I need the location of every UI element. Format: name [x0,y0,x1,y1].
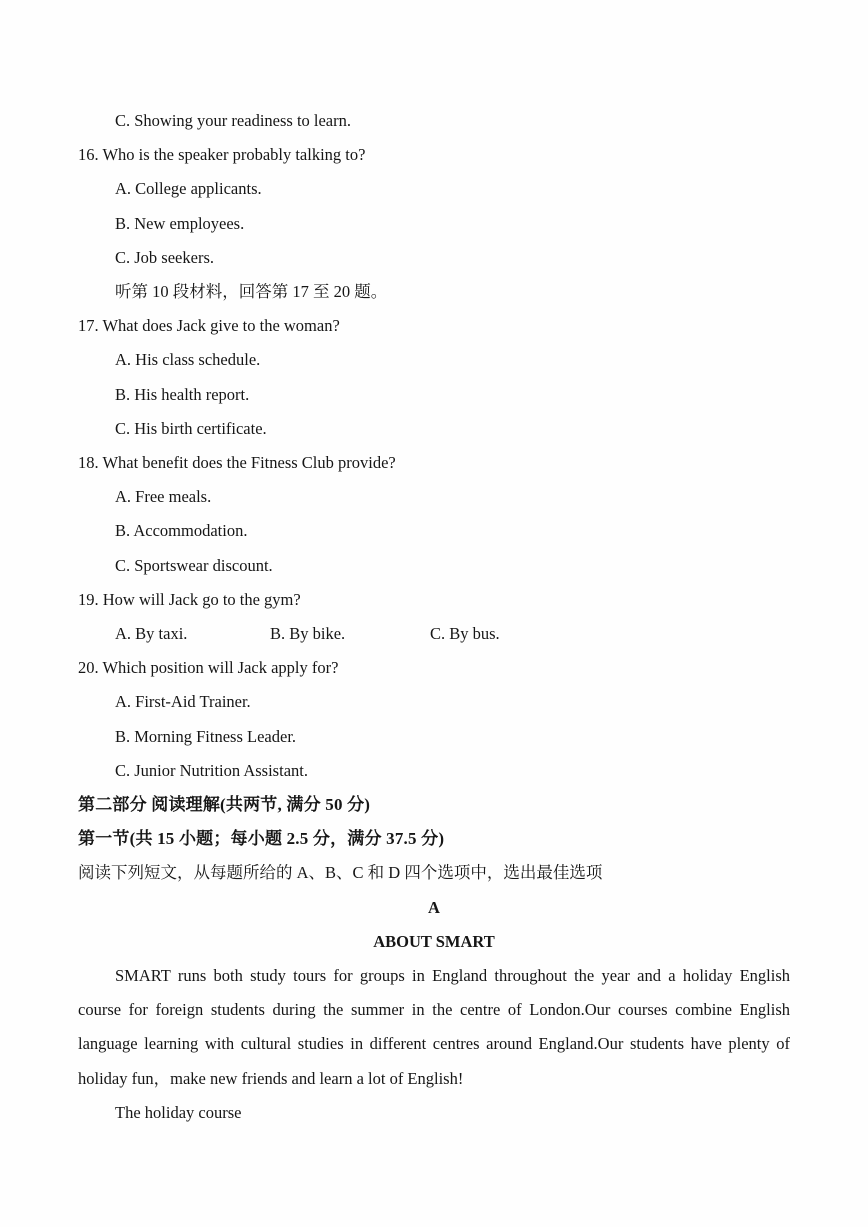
option-line: C. His birth certificate. [115,418,267,438]
option-line: A. His class schedule. [115,350,261,370]
cn-note-line: 听第 10 段材料，回答第 17 至 20 题。 [115,282,388,302]
option-line: A. College applicants. [115,179,262,199]
question-line: 18. What benefit does the Fitness Club provide? [78,453,396,473]
question-line: 17. What does Jack give to the woman? [78,316,340,336]
section-heading: 第一节(共 15 小题；每小题 2.5 分，满分 37.5 分) [78,829,445,849]
question-line: 20. Which position will Jack apply for? [78,658,339,678]
instruction-line: 阅读下列短文，从每题所给的 A、B、C 和 D 四个选项中，选出最佳选项 [78,863,603,883]
option-line: A. Free meals. [115,487,212,507]
option-line: A. First-Aid Trainer. [115,692,251,712]
option-line: C. Junior Nutrition Assistant. [115,760,308,780]
question-line: 16. Who is the speaker probably talking to? [78,145,366,165]
option-row [78,617,790,651]
option-inline: B. By bike. [270,624,346,644]
document-body [78,104,790,1130]
centered-title: A [428,897,440,917]
body-paragraph: The holiday course [115,1102,242,1122]
option-line: B. Accommodation. [115,521,248,541]
option-inline: A. By taxi. [115,624,188,644]
question-line: 19. How will Jack go to the gym? [78,589,301,609]
option-line: C. Job seekers. [115,247,214,267]
body-paragraph: SMART runs both study tours for groups in England throughout the year and a holiday English course for foreign students during the summer in the centre of London.Our courses combine English language learning with cultural studies in different centres around England.Our students have plenty of holiday fun，make new friends and learn a lot of English! [78,966,790,1088]
centered-title: ABOUT SMART [373,931,495,951]
option-line: C. Sportswear discount. [115,555,273,575]
option-line: C. Showing your readiness to learn. [115,111,352,130]
option-line: B. Morning Fitness Leader. [115,726,297,746]
option-inline: C. By bus. [430,624,500,644]
option-line: B. His health report. [115,384,250,404]
section-heading: 第二部分 阅读理解(共两节, 满分 50 分) [78,795,371,815]
option-line: B. New employees. [115,213,245,233]
